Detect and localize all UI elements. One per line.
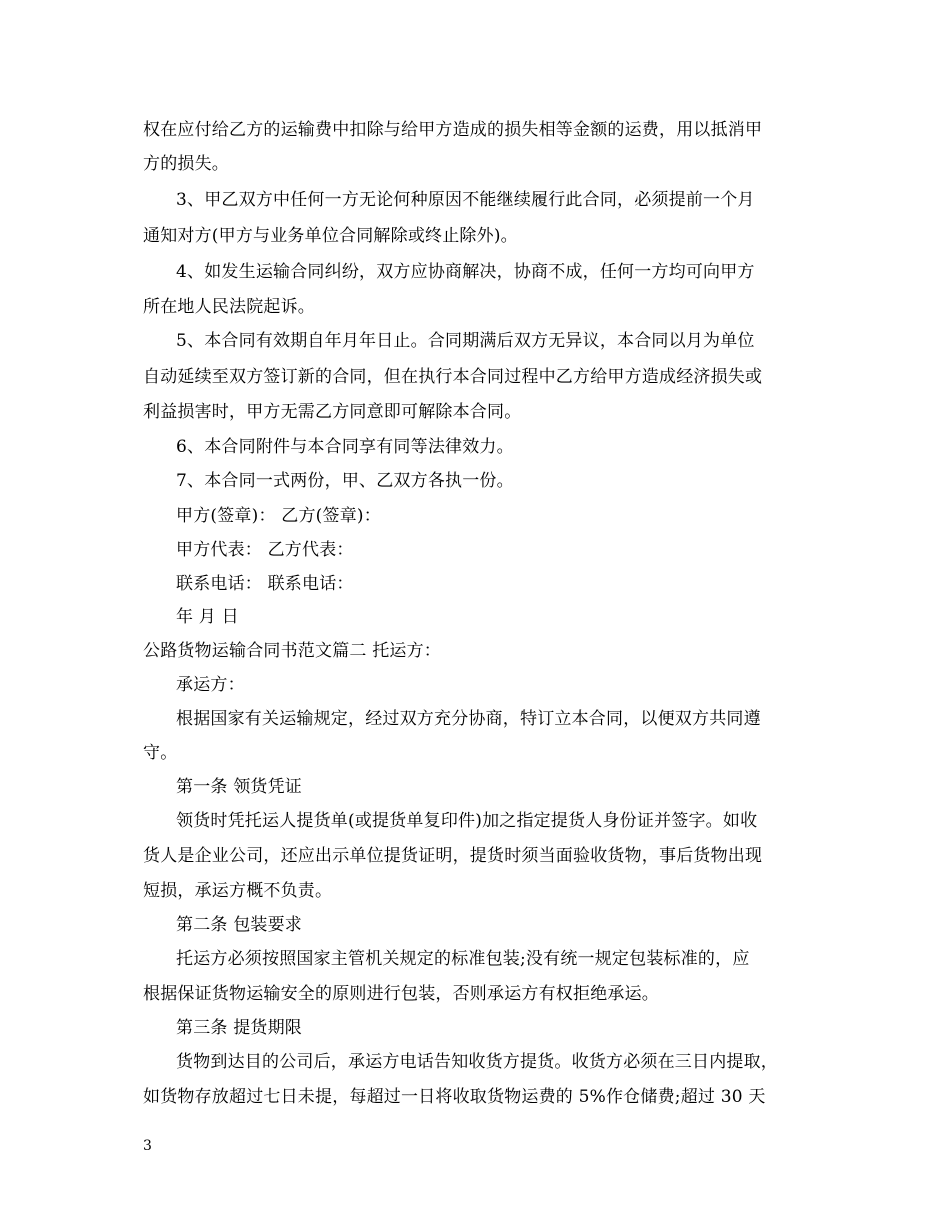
text-line: 权在应付给乙方的运输费中扣除与给甲方造成的损失相等金额的运费，用以抵消甲 xyxy=(143,120,763,140)
article-heading: 第一条 领货凭证 xyxy=(176,777,303,797)
text-line: 利益损害时，甲方无需乙方同意即可解除本合同。 xyxy=(143,402,522,422)
text-line: 根据国家有关运输规定，经过双方充分协商，特订立本合同，以便双方共同遵 xyxy=(176,709,761,729)
article-heading: 第三条 提货期限 xyxy=(176,1018,303,1038)
phone-line: 联系电话： 联系电话： xyxy=(176,574,354,594)
text-line: 货物到达目的公司后，承运方电话告知收货方提货。收货方必须在三日内提取， xyxy=(176,1052,778,1072)
text-line: 托运方必须按照国家主管机关规定的标准包装;没有统一规定包装标准的，应 xyxy=(176,949,750,969)
date-line: 年 月 日 xyxy=(176,607,239,627)
representative-line: 甲方代表： 乙方代表： xyxy=(176,540,354,560)
text-line: 5、本合同有效期自年月年日止。合同期满后双方无异议，本合同以月为单位 xyxy=(176,331,755,351)
text-line: 所在地人民法院起诉。 xyxy=(143,297,315,317)
text-line: 7、本合同一式两份，甲、乙双方各执一份。 xyxy=(176,471,514,491)
text-line: 守。 xyxy=(143,743,178,763)
text-line: 通知对方(甲方与业务单位合同解除或终止除外)。 xyxy=(143,226,518,246)
text-line: 根据保证货物运输安全的原则进行包装，否则承运方有权拒绝承运。 xyxy=(143,984,659,1004)
text-line: 6、本合同附件与本合同享有同等法律效力。 xyxy=(176,437,514,457)
text-line: 自动延续至双方签订新的合同，但在执行本合同过程中乙方给甲方造成经济损失或 xyxy=(143,367,763,387)
text-line: 3、甲乙双方中任何一方无论何种原因不能继续履行此合同，必须提前一个月 xyxy=(176,190,755,210)
signature-line: 甲方(签章)： 乙方(签章)： xyxy=(176,506,381,526)
text-line: 方的损失。 xyxy=(143,154,229,174)
text-line: 货人是企业公司，还应出示单位提货证明，提货时须当面验收货物，事后货物出现 xyxy=(143,846,763,866)
text-line: 领货时凭托运人提货单(或提货单复印件)加之指定提货人身份证并签字。如收 xyxy=(176,811,758,831)
text-line: 如货物存放超过七日未提，每超过一日将收取货物运费的 5%作仓储费;超过 30 天 xyxy=(143,1087,766,1107)
text-line: 短损，承运方概不负责。 xyxy=(143,881,333,901)
page-number: 3 xyxy=(143,1138,152,1154)
section-heading: 公路货物运输合同书范文篇二 托运方： xyxy=(143,641,442,661)
article-heading: 第二条 包装要求 xyxy=(176,915,303,935)
text-line: 4、如发生运输合同纠纷，双方应协商解决，协商不成，任何一方均可向甲方 xyxy=(176,262,755,282)
text-line: 承运方： xyxy=(176,675,245,695)
